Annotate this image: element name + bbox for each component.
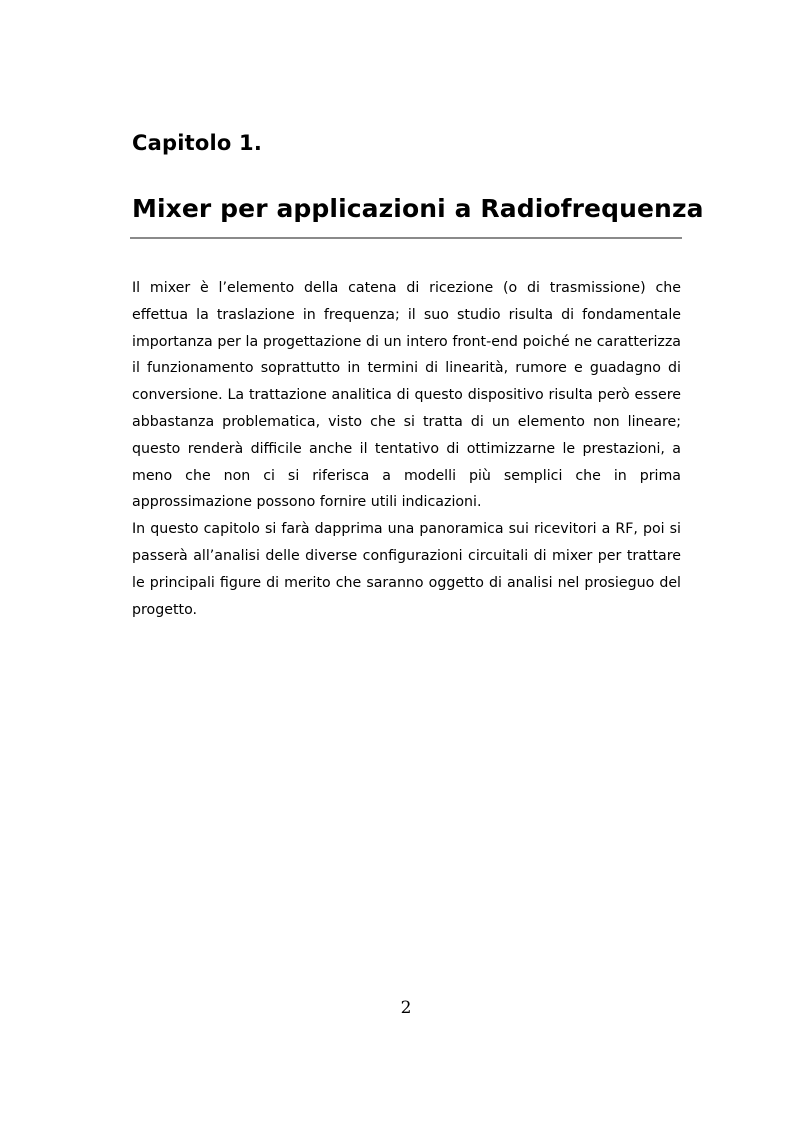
page-number: 2 bbox=[400, 998, 412, 1018]
chapter-title: Mixer per applicazioni a Radiofrequenza bbox=[132, 194, 704, 223]
body-text bbox=[132, 275, 681, 623]
chapter-label: Capitolo 1. bbox=[132, 131, 263, 155]
paragraph: In questo capitolo si farà dapprima una panoramica sui ricevitori a RF, poi si passerà all’analisi delle diverse configurazioni circuitali di mixer per trattare le principali figure di merito che saranno oggetto di analisi nel prosieguo del progetto. bbox=[132, 521, 681, 618]
title-divider bbox=[130, 237, 682, 239]
paragraph: Il mixer è l’elemento della catena di ricezione (o di trasmissione) che effettua la traslazione in frequenza; il suo studio risulta di fondamentale importanza per la progettazione di un intero front-end poiché ne caratterizza il funzionamento soprattutto in termini di linearità, rumore e guadagno di conversione. La trattazione analitica di questo dispositivo risulta però essere abbastanza problematica, visto che si tratta di un elemento non lineare; questo renderà difficile anche il tentativo di ottimizzarne le prestazioni, a meno che non ci si riferisca a modelli più semplici che in prima approssimazione possono fornire utili indicazioni. bbox=[132, 280, 681, 511]
